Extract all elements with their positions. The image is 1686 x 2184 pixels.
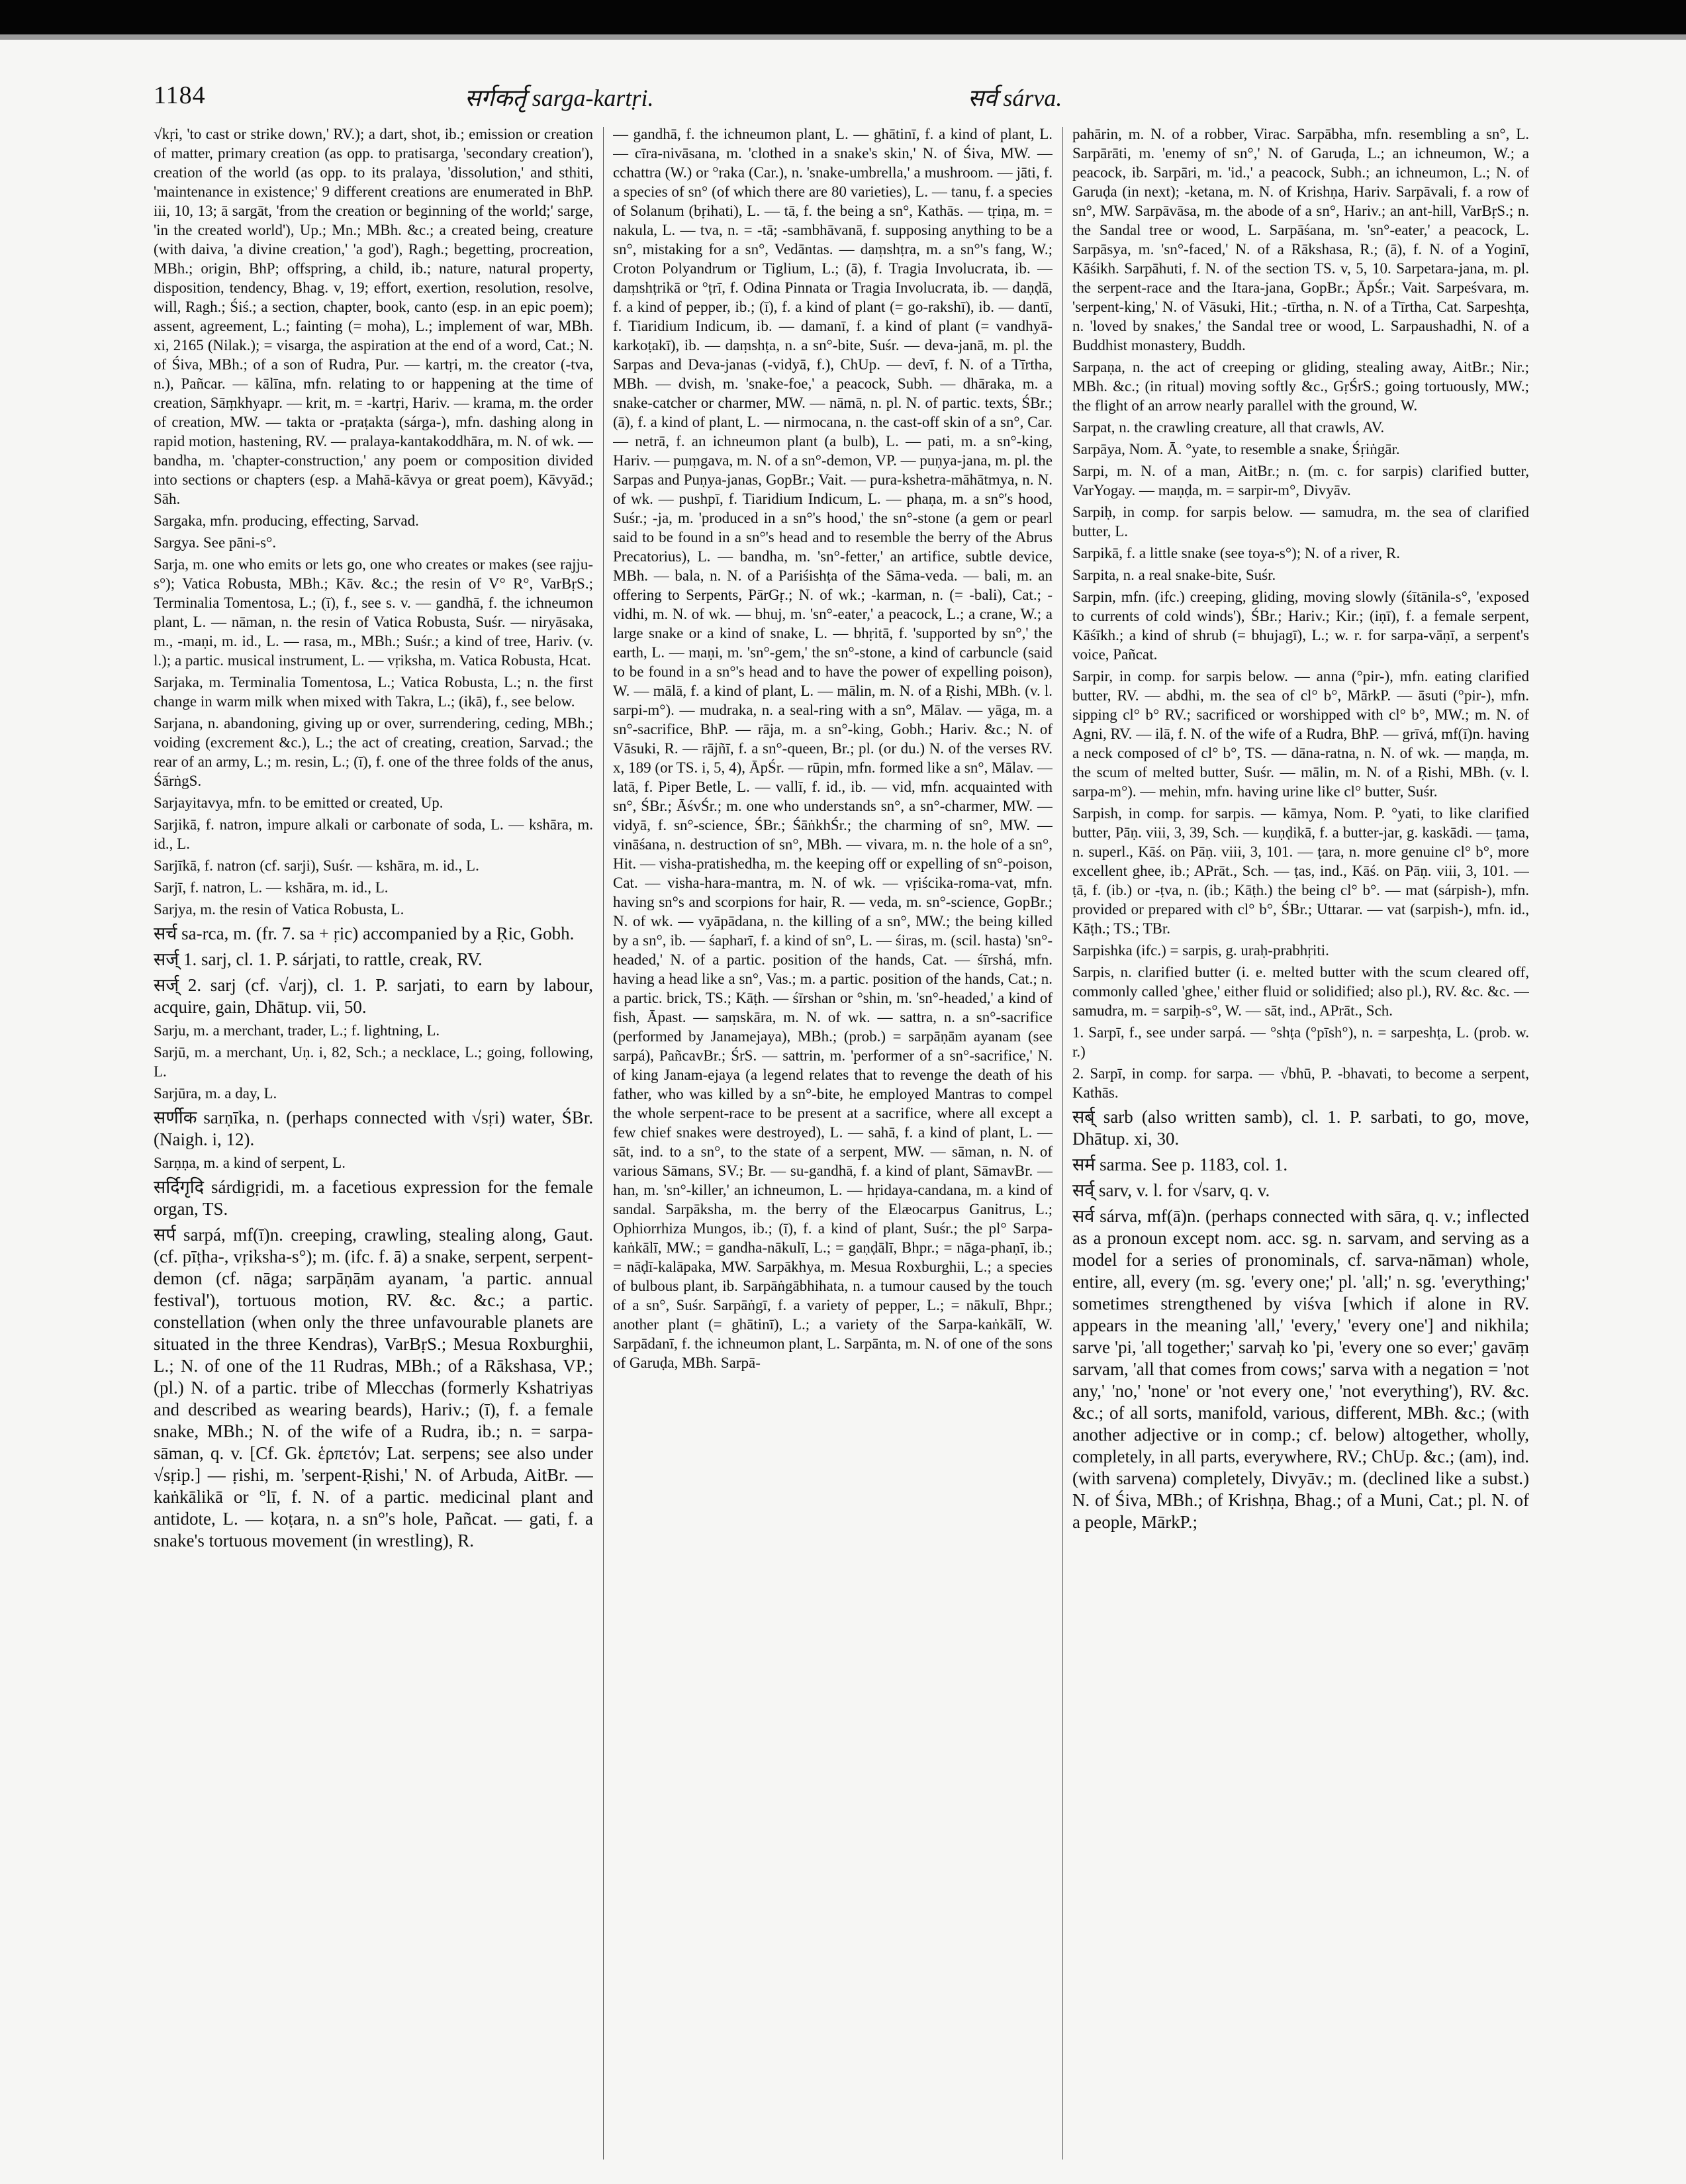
dictionary-entry: pahārin, m. N. of a robber, Virac. Sarpābha, mfn. resembling a sn°, L. Sarpārāti, m. 'enemy of sn°,' N. of Garuḍa, L.; an ichneumon, W.; a peacock, ib. Sarpāri, m. 'id.,' a peacock, Subh.; an ichneumon, L.; N. of Garuḍa (in next); -ketana, m. N. of Krishṇa, Hariv. Sarpāvali, f. a row of sn°, MW. Sarpāvāsa, m. the abode of a sn°, Hariv.; an ant-hill, VarBṛS.; n. the Sandal tree or wood, L. Sarpāśana, m. 'sn°-eater,' a peacock, L. Sarpāsya, m. 'sn°-faced,' N. of a Rākshasa, R.; (ā), f. N. of a Yoginī, Kāśikh. Sarpāhuti, f. N. of the section TS. v, 5, 10. Sarpetara-jana, m. pl. the serpent-race and the Itara-jana, GopBr.; ĀpŚr.; Vait. Sarpeśvara, m. 'serpent-king,' N. of Vāsuki, Hit.; -tīrtha, n. N. of a Tīrtha, Cat. Sarpeshṭa, n. 'loved by snakes,' the Sandal tree or wood, L. Sarpaushadhi, N. of a Buddhist monastery, Buddh.	[1072, 126, 1529, 354]
dictionary-entry: Sarjana, n. abandoning, giving up or over, surrendering, ceding, MBh.; voiding (excrement &c.), L.; the act of creating, creation, Sarvad.; the rear of an army, L.; m. resin, L.; (ī), f. one of the three folds of the anus, ŚārṅgS.	[154, 715, 593, 789]
dictionary-entry: सर्व् sarv, v. l. for √sarv, q. v.	[1072, 1180, 1270, 1200]
dictionary-entry: Sarjī, f. natron, L. — kshāra, m. id., L.	[154, 879, 389, 896]
dictionary-entry: Sarpishka (ifc.) = sarpis, g. uraḥ-prabhṛiti.	[1072, 942, 1329, 959]
dictionary-entry: Sargya. See pāni-s°.	[154, 534, 277, 551]
dictionary-entry: Sarpāya, Nom. Ā. °yate, to resemble a snake, Śṛiṅgār.	[1072, 441, 1400, 457]
column-3	[1072, 124, 1529, 2163]
dictionary-entry: Sarju, m. a merchant, trader, L.; f. lightning, L.	[154, 1022, 440, 1039]
dictionary-entry: Sarpish, in comp. for sarpis. — kāmya, Nom. P. °yati, to like clarified butter, Pāṇ. viii, 3, 39, Sch. — kuṇḍikā, f. a butter-jar, g. kaskādi. — ṭama, n. superl., Kāś. on Pāṇ. viii, 3, 101. — ṭara, n. more genuine cl° b°, more excellent ghee, ib.; APrāt., Sch. — ṭas, ind., Kāś. on Pāṇ. viii, 3, 101. — ṭā, f. (ib.) or -ṭva, n. (ib.; Kāṭh.) the being cl° b°. — mat (sárpish-), mfn. provided or prepared with cl° b°, ŚBr.; Uttarar. — vat (sarpish-), mfn. id., Kāṭh.; TS.; TBr.	[1072, 805, 1529, 937]
dictionary-entry: Sarjayitavya, mfn. to be emitted or created, Up.	[154, 794, 444, 811]
column-divider	[603, 127, 604, 2160]
left-headword: सर्गकर्तृ sarga-kartṛi.	[465, 85, 654, 111]
dictionary-entry: Sarjikā, f. natron, impure alkali or carbonate of soda, L. — kshāra, m. id., L.	[154, 816, 593, 852]
dictionary-entry: Sarpis, n. clarified butter (i. e. melted butter with the scum cleared off, commonly called 'ghee,' either fluid or solidified; also pl.), RV. &c. &c. — samudra, m. = sarpiḥ-s°, W. — sāt, ind., APrāt., Sch.	[1072, 964, 1529, 1019]
column-divider	[1062, 127, 1063, 2160]
dictionary-entry: Sarjūra, m. a day, L.	[154, 1085, 277, 1102]
dictionary-entry: Sarpin, mfn. (ifc.) creeping, gliding, moving slowly (śītānila-s°, 'exposed to currents of cold winds'), ŚBr.; Hariv.; Kir.; (iṇī), f. a female serpent, Kāśīkh.; a kind of shrub (= bhujagī), L.; w. r. for sarpa-vāṇī, a serpent's voice, Pañcat.	[1072, 589, 1529, 663]
dictionary-entry: सर्दिगृदि sárdigṛidi, m. a facetious expression for the female organ, TS.	[154, 1177, 593, 1219]
dictionary-entry: Sargaka, mfn. producing, effecting, Sarvad.	[154, 512, 419, 529]
dictionary-entry: सर्ज् 2. sarj (cf. √arj), cl. 1. P. sarjati, to earn by labour, acquire, gain, Dhātup. vii, 50.	[154, 975, 593, 1017]
dictionary-entry: 2. Sarpī, in comp. for sarpa. — √bhū, P. -bhavati, to become a serpent, Kathās.	[1072, 1065, 1529, 1101]
page-header	[154, 81, 1536, 122]
dictionary-entry: सर्प sarpá, mf(ī)n. creeping, crawling, stealing along, Gaut. (cf. pīṭha-, vṛiksha-s°); m. (ifc. f. ā) a snake, serpent, serpent-demon (cf. nāga; sarpāṇām ayanam, 'a partic. annual festival'), tortuous motion, RV. &c. &c.; a partic. constellation (when only the three unfavourable planets are situated in the three Kendras), VarBṛS.; Mesua Roxburghii, L.; N. of one of the 11 Rudras, MBh.; of a Rākshasa, VP.; (pl.) N. of a partic. tribe of Mlecchas (formerly Kshatriyas and described as wearing beards), Hariv.; (ī), f. a female snake, MBh.; N. of the wife of a Rudra, ib.; n. = sarpa-sāman, q. v. [Cf. Gk. ἑρπετόν; Lat. serpens; see also under √sṛip.] — ṛishi, m. 'serpent-Ṛishi,' N. of Arbuda, AitBr. — kaṅkālikā or °lī, f. N. of a partic. medicinal plant and antidote, L. — koṭara, n. a sn°'s hole, Pañcat. — gati, f. a snake's tortuous movement (in wrestling), R.	[154, 1225, 593, 1550]
dictionary-entry: Sarjya, m. the resin of Vatica Robusta, L.	[154, 901, 404, 918]
dictionary-entry: √kṛi, 'to cast or strike down,' RV.); a dart, shot, ib.; emission or creation of matter, primary creation (as opp. to pratisarga, 'secondary creation'), creation of the world (as opp. to its pralaya, 'dissolution,' and sthiti, 'maintenance in existence;' 9 different creations are enumerated in BhP. iii, 10, 13; ā sargāt, 'from the creation or beginning of the world;' sarge, 'in the created world'), Up.; Mn.; MBh. &c.; a created being, creature (with daiva, 'a divine creation,' 'a god'), Ragh.; begetting, procreation, MBh.; origin, BhP; offspring, a child, ib.; nature, natural property, disposition, tendency, Bhag. v, 19; effort, exertion, resolution, resolve, will, Ragh.; Śiś.; a section, chapter, book, canto (esp. in an epic poem); assent, agreement, L.; fainting (= moha), L.; implement of war, MBh. xi, 2165 (Nilak.); = visarga, the aspiration at the end of a word, Cat.; N. of Śiva, MBh.; of a son of Rudra, Pur. — kartṛi, m. the creator (-tva, n.), Pañcar. — kālīna, mfn. relating to or happening at the time of creation, Sāṃkhyapr. — krit, m. = -kartṛi, Hariv. — krama, m. the order of creation, MW. — takta or -praṭakta (sárga-), mfn. dashing along in rapid motion, hastening, RV. — pralaya-kantakoddhāra, m. N. of wk. — bandha, m. 'chapter-construction,' any poem or composition divided into sections or chapters (esp. a Mahā-kāvya or great poem), Kāvyād.; Sāh.	[154, 126, 593, 507]
dictionary-entry: 1. Sarpī, f., see under sarpá. — °shṭa (°pīsh°), n. = sarpeshṭa, L. (prob. w. r.)	[1072, 1024, 1529, 1060]
scan-top-border	[0, 0, 1686, 34]
dictionary-entry: Sarṇṇa, m. a kind of serpent, L.	[154, 1155, 346, 1171]
dictionary-entry: सर्म sarma. See p. 1183, col. 1.	[1072, 1155, 1288, 1174]
dictionary-entry: Sarjaka, m. Terminalia Tomentosa, L.; Vatica Robusta, L.; n. the first change in warm milk when mixed with Takra, L.; (ikā), f., see below.	[154, 674, 593, 710]
column-1	[154, 124, 593, 2163]
dictionary-entry: Sarjū, m. a merchant, Uṇ. i, 82, Sch.; a necklace, L.; going, following, L.	[154, 1044, 593, 1080]
dictionary-entry: सर्णीक sarṇīka, n. (perhaps connected with √sṛi) water, ŚBr. (Naigh. i, 12).	[154, 1108, 593, 1149]
dictionary-entry: — gandhā, f. the ichneumon plant, L. — ghātinī, f. a kind of plant, L. — cīra-nivāsana, m. 'clothed in a snake's skin,' N. of Śiva, MW. — cchattra (W.) or °raka (Car.), n. 'snake-umbrella,' a mushroom. — jāti, f. a species of sn° (of which there are 80 varieties), L. — tanu, f. a species of Solanum (bṛihati), L. — tā, f. the being a sn°, Kathās. — tṛiṇa, m. = nakula, L. — tva, n. = -tā; -sambhāvanā, f. supposing anything to be a sn°, mistaking for a sn°, Vedāntas. — daṃshṭra, m. a sn°'s fang, W.; Croton Polyandrum or Tiglium, L.; (ā), f. Tragia Involucrata, ib. — daṃshṭrikā or °ṭrī, f. Odina Pinnata or Tragia Involucrata, ib. — daṇḍā, f. a kind of pepper, ib.; (ī), f. a kind of plant (= go-rakshī), ib. — dantī, f. Tiaridium Indicum, ib. — damanī, f. a kind of plant (= vandhyā-karkoṭakī), ib. — daṃshṭa, n. a sn°-bite, Suśr. — deva-janā, m. pl. the Sarpas and Deva-janas (-vidyā, f.), ChUp. — devī, f. N. of a Tīrtha, MBh. — dvish, m. 'snake-foe,' a peacock, Subh. — dhāraka, m. a snake-catcher or charmer, MW. — nāmā, n. pl. N. of partic. texts, ŚBr.; (ā), f. a kind of plant, L. — nirmocana, n. the cast-off skin of a sn°, Car. — netrā, f. an ichneumon plant (a bulb), L. — pati, m. a sn°-king, Hariv. — puṃgava, m. N. of a sn°-demon, VP. — puṇya-jana, m. pl. the Sarpas and Puṇya-janas, GopBr.; Vait. — pura-kshetra-māhātmya, n. N. of wk. — pushpī, f. Tiaridium Indicum, L. — phaṇa, m. a sn°'s hood, Suśr.; -ja, m. 'produced in a sn°'s hood,' the sn°-stone (a gem or pearl said to be found in a sn°'s head and to resemble the berry of the Abrus Precatorius), L. — bandha, m. 'sn°-fetter,' an artifice, subtle device, MBh. — bala, n. N. of a Pariśishṭa of the Sāma-veda. — bali, m. an offering to Serpents, PārGṛ.; N. of wk.; -karman, n. (= -bali), Cat.; -vidhi, m. N. of wk. — bhuj, m. 'sn°-eater,' a peacock, L.; a crane, W.; a large snake or a kind of snake, L. — bhṛitā, f. 'supported by sn°,' the earth, L. — maṇi, m. 'sn°-gem,' the sn°-stone, a kind of carbuncle (said to be found in a sn°'s head and to have the power of expelling poison), W. — mālā, f. a kind of plant, L. — mālin, m. N. of a Ṛishi, MBh. (v. l. sarpi-m°). — mudraka, n. a seal-ring with a sn°, Mālav. — yāga, m. a sn°-sacrifice, BhP. — rāja, m. a sn°-king, Gobh.; Hariv. &c.; N. of Vāsuki, R. — rājñī, f. a sn°-queen, Br.; pl. (or du.) N. of the verses RV. x, 189 (or TS. i, 5, 4), ĀpŚr. — rūpin, mfn. formed like a sn°, Mālav. — latā, f. Piper Betle, L. — vallī, f. id., ib. — vid, mfn. acquainted with sn°, ŚBr.; ĀśvŚr.; m. one who understands sn°, a sn°-charmer, MW. — vidyā, f. sn°-science, ŚBr.; ŚāṅkhŚr.; the charming of sn°, MW. — vināśana, n. destruction of sn°, MBh. — vivara, m. n. the hole of a sn°, Hit. — visha-pratishedha, m. the keeping off or expelling of sn°-poison, Cat. — visha-hara-mantra, m. N. of wk. — vṛiścika-roma-vat, mfn. having sn°s and scorpions for hair, R. — veda, m. sn°-science, GopBr.; N. of wk. — vyāpādana, n. the killing of a sn°, MW.; the being killed by a sn°, ib. — śapharī, f. a kind of sn°, L. — śiras, m. (scil. hasta) 'sn°-headed,' N. of a partic. position of the hands, Cat. — śīrshá, mfn. having a head like a sn°, Vas.; m. a partic. position of the hands, Cat.; n. a partic. brick, TS.; Kāṭh. — śīrshan or °shin, m. 'sn°-headed,' a kind of fish, Āpast. — saṃskāra, m. N. of wk. — sattra, n. a sn°-sacrifice (performed by Janamejaya), MBh.; (prob.) = sarpāṇām ayanam (see sarpá), PañcavBr.; ŚrS. — sattrin, m. 'performer of a sn°-sacrifice,' N. of king Janam-ejaya (a legend relates that to revenge the death of his father, who was killed by a sn°-bite, he employed Mantras to compel the whole serpent-race to be present at a sacrifice, where all except a few chief snakes were destroyed), L. — sahā, f. a kind of plant, L. — sāt, ind. to a sn°, to the state of a serpent, MW. — sāman, n. N. of various Sāmans, SV.; Br. — su-gandhā, f. a kind of plant, SāmavBr. — han, m. 'sn°-killer,' an ichneumon, L. — hṛidaya-candana, m. a kind of sandal. Sarpāksha, m. the berry of the Elæocarpus Ganitrus, L.; Ophiorrhiza Mungos, ib.; (ī), f. a kind of plant, Suśr.; the pl° Sarpa-kaṅkālī, MW.; = gandha-nākulī, L.; = gaṇḍālī, Bhpr.; = nāga-phaṇī, ib.; = nāḍī-kalāpaka, MW. Sarpākhya, m. Mesua Roxburghii, L.; a species of bulbous plant, ib. Sarpāṅgābhihata, n. a tumour caused by the touch of a sn°, Suśr. Sarpāṅgī, f. a variety of pepper, L.; = nākulī, Bhpr.; another plant (= ghātinī), L.; a variety of the Sarpa-kaṅkālī, W. Sarpādanī, f. the ichneumon plant, L. Sarpānta, m. N. of one of the sons of Garuḍa, MBh. Sarpā-	[613, 126, 1053, 1371]
dictionary-page	[154, 81, 1536, 2166]
column-2	[613, 124, 1053, 2163]
dictionary-entry: Sarpikā, f. a little snake (see toya-s°); N. of a river, R.	[1072, 545, 1400, 561]
scan-border-edge	[0, 34, 1686, 40]
dictionary-entry: Sarja, m. one who emits or lets go, one who creates or makes (see rajju-s°); Vatica Robusta, MBh.; Kāv. &c.; the resin of V° R°, VarBṛS.; Terminalia Tomentosa, L.; (ī), f., see s. v. — gandhā, f. the ichneumon plant, L. — nāman, n. the resin of Vatica Robusta, Suśr. — niryāsaka, m., -maṇi, m. id., L. — rasa, m., MBh.; Suśr.; a kind of tree, Hariv. (v. l.); a partic. musical instrument, L. — vṛiksha, m. Vatica Robusta, Hcat.	[154, 556, 593, 669]
dictionary-entry: सर्व sárva, mf(ā)n. (perhaps connected with sāra, q. v.; inflected as a pronoun except nom. acc. sg. n. sarvam, and serving as a model for a series of pronominals, cf. sarva-nāman) whole, entire, all, every (m. sg. 'every one;' pl. 'all;' n. sg. 'everything;' sometimes strengthened by viśva [which if alone in RV. appears in the meaning 'all,' 'every,' 'every one'] and nikhila; sarve 'pi, 'all together;' sarvaḥ ko 'pi, 'every one so ever;' gavāṃ sarvam, 'all that comes from cows;' sarva with a negation = 'not any,' 'no,' 'none' or 'not every one,' 'not everything'), RV. &c. &c.; of all sorts, manifold, various, different, MBh. &c.; (with another adjective or in comp.; cf. below) altogether, wholly, completely, in all parts, everywhere, RV.; ChUp. &c.; (am), ind. (with sarvena) completely, Divyāv.; m. (declined like a subst.) N. of Śiva, MBh.; of Krishṇa, Bhag.; of a Muni, Cat.; pl. N. of a people, MārkP.;	[1072, 1206, 1529, 1532]
dictionary-entry: Sarpat, n. the crawling creature, all that crawls, AV.	[1072, 419, 1385, 436]
dictionary-entry: Sarpir, in comp. for sarpis below. — anna (°pir-), mfn. eating clarified butter, RV. — abdhi, m. the sea of cl° b°, MārkP. — āsuti (°pir-), mfn. sipping cl° b° RV.; sacrificed or worshipped with cl° b°, MW.; m. N. of Agni, RV. — ilā, f. N. of the wife of a Rudra, BhP. — grīvá, mf(ī)n. having a neck composed of cl° b°, TS. — dāna-ratna, n. N. of wk. — maṇḍa, m. the scum of melted butter, Suśr. — mālin, m. N. of a Ṛishi, MBh. (v. l. sarpa-m°). — mehin, mfn. having urine like cl° butter, Suśr.	[1072, 668, 1529, 800]
dictionary-entry: Sarjīkā, f. natron (cf. sarji), Suśr. — kshāra, m. id., L.	[154, 857, 479, 874]
dictionary-entry: सर्ज् 1. sarj, cl. 1. P. sárjati, to rattle, creak, RV.	[154, 949, 483, 969]
dictionary-entry: सर्च sa-rca, m. (fr. 7. sa + ṛic) accompanied by a Ṛic, Gobh.	[154, 924, 575, 943]
dictionary-entry: सर्ब् sarb (also written samb), cl. 1. P. sarbati, to go, move, Dhātup. xi, 30.	[1072, 1107, 1529, 1149]
dictionary-entry: Sarpi, m. N. of a man, AitBr.; n. (m. c. for sarpis) clarified butter, VarYogay. — maṇḍa, m. = sarpir-m°, Divyāv.	[1072, 463, 1529, 499]
dictionary-entry: Sarpaṇa, n. the act of creeping or gliding, stealing away, AitBr.; Nir.; MBh. &c.; (in ritual) moving softly &c., GṛŚrS.; going tortuously, MW.; the flight of an arrow nearly parallel with the ground, W.	[1072, 359, 1529, 414]
right-headword: सर्व sárva.	[968, 85, 1062, 111]
page-number: 1184	[154, 81, 206, 109]
dictionary-entry: Sarpiḥ, in comp. for sarpis below. — samudra, m. the sea of clarified butter, L.	[1072, 504, 1529, 540]
dictionary-entry: Sarpita, n. a real snake-bite, Suśr.	[1072, 567, 1276, 583]
